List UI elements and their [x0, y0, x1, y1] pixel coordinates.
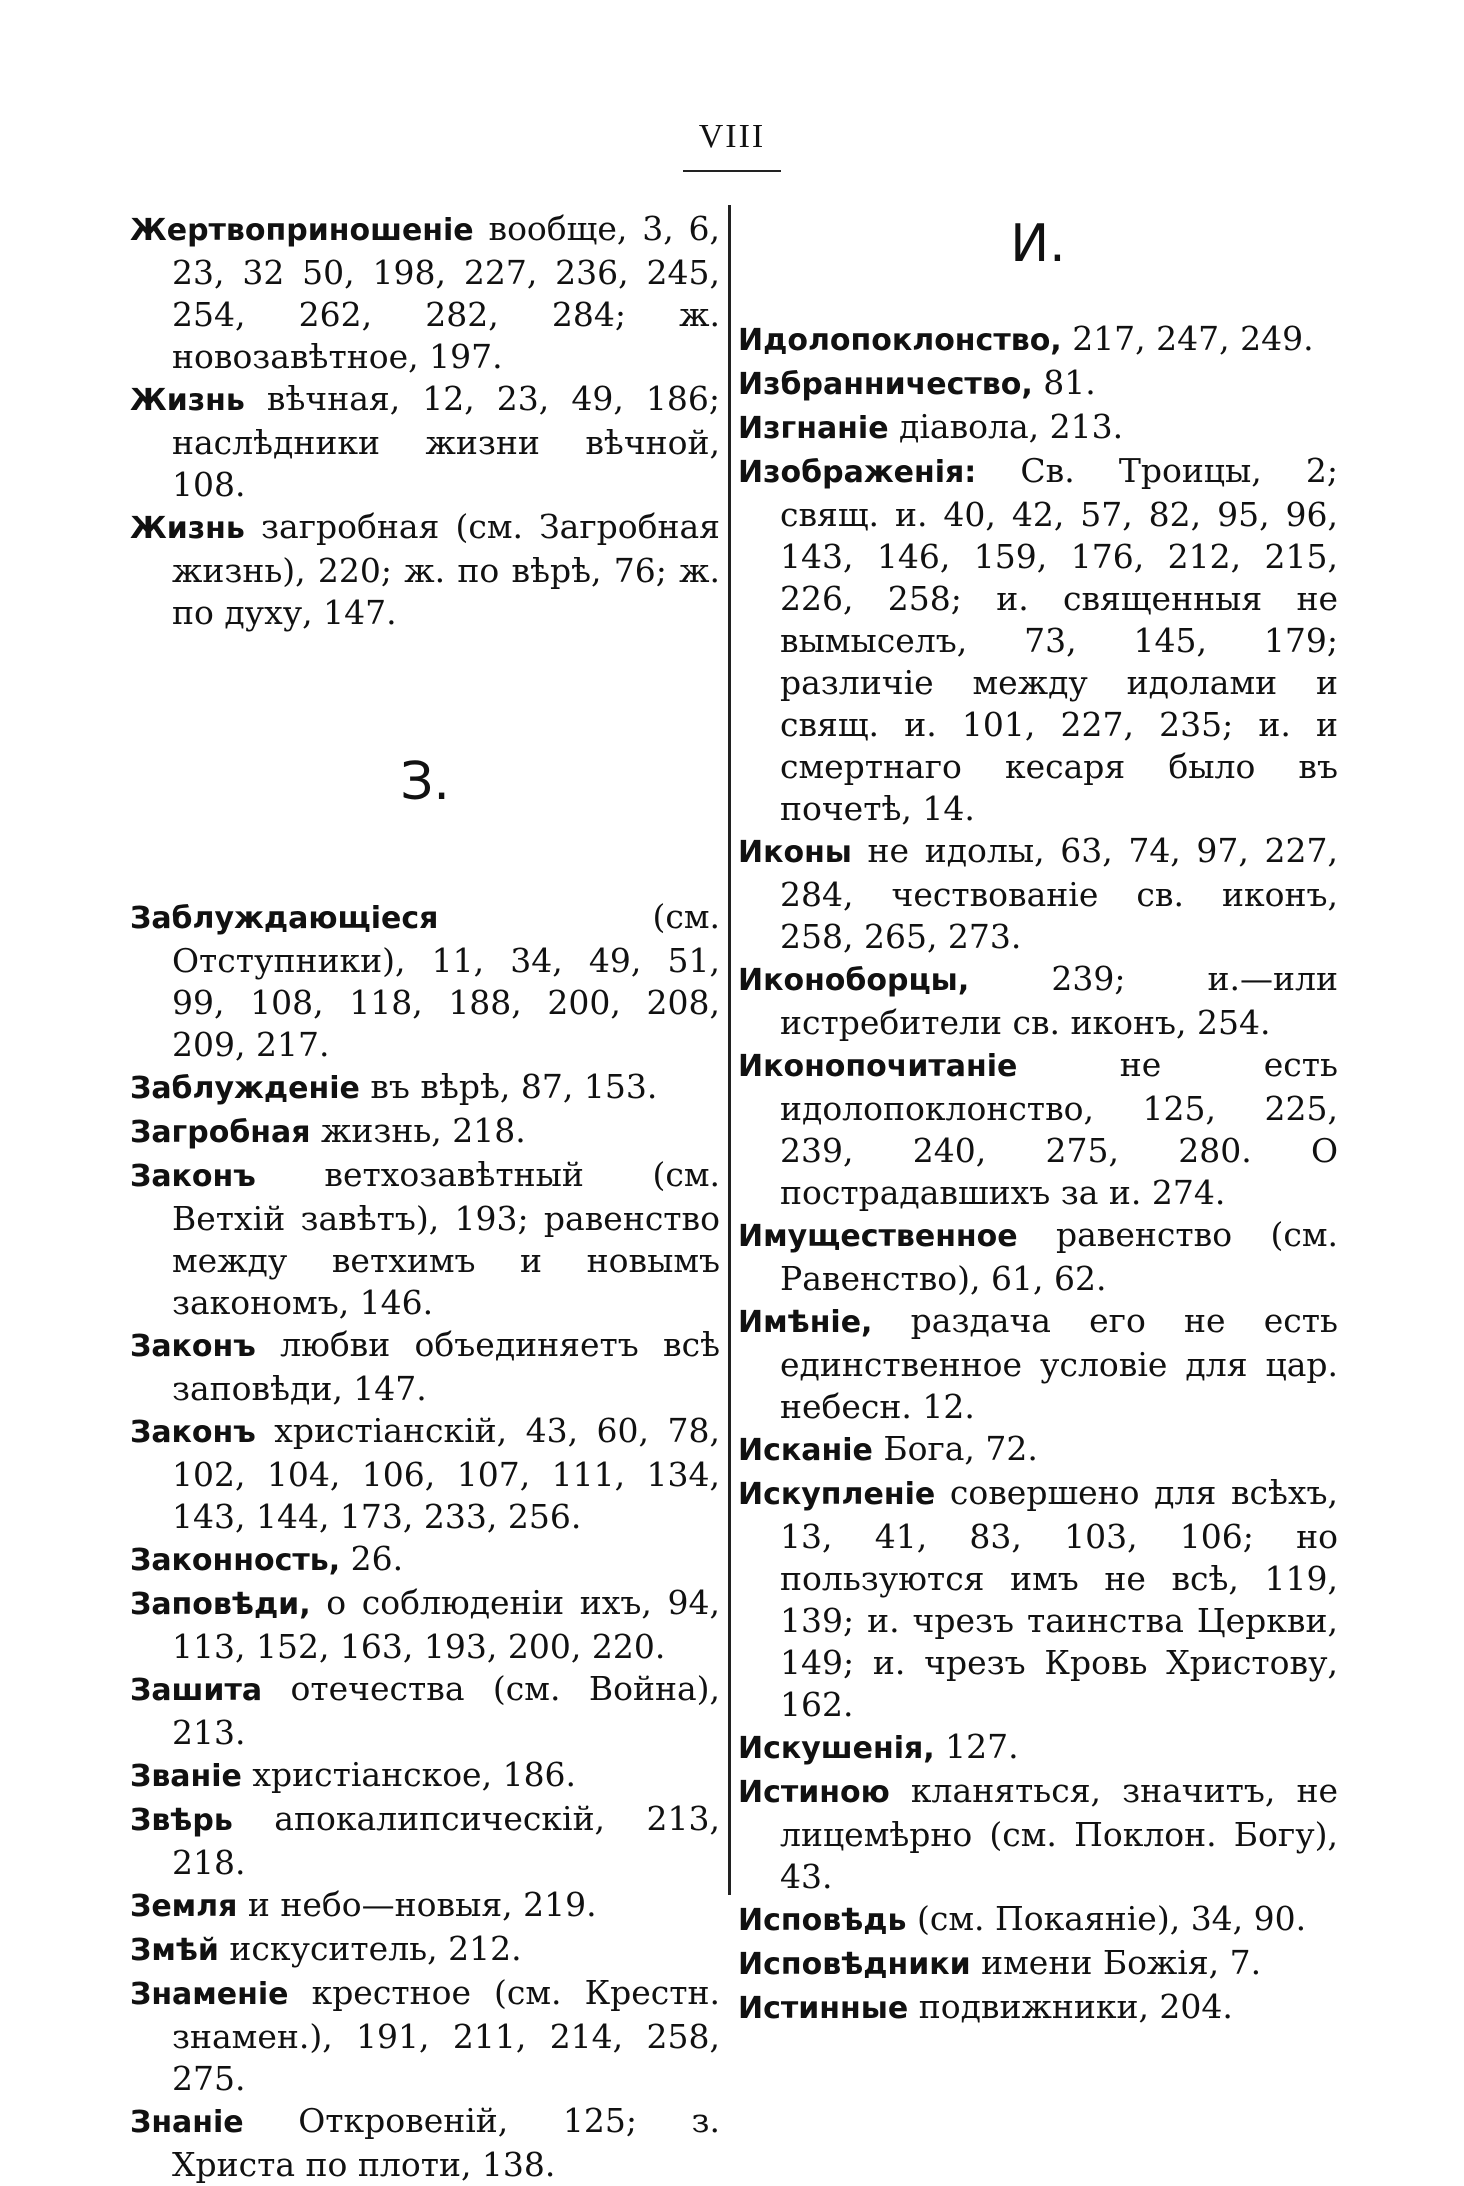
- entry-headword: Знаніе: [130, 2105, 244, 2140]
- index-entry: [738, 1726, 1338, 1770]
- entry-body: кланяться, значитъ, не лицемѣрно (см. Поклон. Богу), 43.: [780, 1771, 1338, 1896]
- page-number: VIII: [698, 118, 766, 155]
- entry-headword: Искушенія,: [738, 1731, 935, 1766]
- entry-body: загробная (см. Загробная жизнь), 220; ж. по вѣрѣ, 76; ж. по духу, 147.: [172, 507, 720, 632]
- entry-body: вообще, 3, 6, 23, 32 50, 198, 227, 236, 245, 254, 262, 282, 284; ж. новозавѣтное, 197.: [172, 209, 720, 376]
- index-entry: [738, 1300, 1338, 1428]
- entry-headword: Земля: [130, 1889, 238, 1924]
- index-entry: [130, 1884, 720, 1928]
- entry-headword: Изгнаніе: [738, 411, 889, 446]
- entry-headword: Законъ: [130, 1159, 256, 1194]
- entry-headword: Исканіе: [738, 1433, 873, 1468]
- entry-body: отечества (см. Война), 213.: [172, 1669, 720, 1752]
- entry-body: апокалипсическій, 213, 218.: [172, 1799, 720, 1882]
- index-entry: [738, 450, 1338, 830]
- index-entry: [130, 896, 720, 1066]
- entry-body: равенство (см. Равенство), 61, 62.: [780, 1215, 1338, 1298]
- index-entry: [738, 1898, 1338, 1942]
- left-column: [130, 208, 720, 2186]
- index-entry: [738, 1472, 1338, 1726]
- entry-body: совершено для всѣхъ, 13, 41, 83, 103, 106; но пользуются имъ не всѣ, 119, 139; и. чрезъ таинства Церкви, 149; и. чрезъ Кровь Христову, 162.: [780, 1473, 1338, 1724]
- column-divider: [728, 205, 731, 1895]
- page-number-rule: [683, 170, 781, 172]
- entry-body: вѣчная, 12, 23, 49, 186; наслѣдники жизни вѣчной, 108.: [172, 379, 720, 504]
- index-entry: [130, 208, 720, 378]
- index-entry: [130, 1582, 720, 1668]
- entry-headword: Змѣй: [130, 1933, 219, 1968]
- entry-headword: Законность,: [130, 1543, 341, 1578]
- entry-body: діавола, 213.: [888, 407, 1124, 446]
- index-entry: [738, 362, 1338, 406]
- entry-body: христіанскій, 43, 60, 78, 102, 104, 106, 107, 111, 134, 143, 144, 173, 233, 256.: [172, 1411, 720, 1536]
- index-entry: [130, 1798, 720, 1884]
- entry-headword: Исповѣдники: [738, 1947, 971, 1982]
- index-entry: [738, 1942, 1338, 1986]
- entry-body: 26.: [340, 1539, 404, 1578]
- entry-headword: Жизнь: [130, 383, 245, 418]
- entry-body: жизнь, 218.: [310, 1111, 526, 1150]
- entry-body: 239; и.—или истребители св. иконъ, 254.: [780, 959, 1338, 1042]
- entry-headword: Имѣніе,: [738, 1305, 873, 1340]
- entry-headword: Звѣрь: [130, 1803, 233, 1838]
- entry-body: ветхозавѣтный (см. Ветхій завѣтъ), 193; равенство между ветхимъ и новымъ закономъ, 146.: [172, 1155, 720, 1322]
- entry-headword: Заповѣди,: [130, 1587, 311, 1622]
- entries-z: [130, 896, 720, 2186]
- index-entry: [130, 1066, 720, 1110]
- index-entry: [738, 1044, 1338, 1214]
- index-entry: [130, 2100, 720, 2186]
- entry-body: крестное (см. Крестн. знамен.), 191, 211, 214, 258, 275.: [172, 1973, 720, 2098]
- entry-headword: Законъ: [130, 1329, 256, 1364]
- entry-body: Бога, 72.: [872, 1429, 1038, 1468]
- entry-headword: Избранничество,: [738, 367, 1033, 402]
- entry-body: 81.: [1032, 363, 1096, 402]
- index-entry: [738, 958, 1338, 1044]
- index-entry: [130, 378, 720, 506]
- index-entry: [738, 1986, 1338, 2030]
- entry-headword: Имущественное: [738, 1219, 1018, 1254]
- entry-body: 127.: [934, 1727, 1019, 1766]
- section-letter-z: З.: [400, 752, 450, 812]
- index-entry: [130, 1324, 720, 1410]
- index-entry: [130, 1928, 720, 1972]
- entry-headword: Заблужденіе: [130, 1071, 360, 1106]
- index-entry: [130, 506, 720, 634]
- entry-headword: Жизнь: [130, 511, 245, 546]
- entry-headword: Исповѣдь: [738, 1903, 907, 1938]
- index-entry: [738, 1214, 1338, 1300]
- entry-body: любви объединяетъ всѣ заповѣди, 147.: [172, 1325, 720, 1408]
- entry-body: (см. Отступники), 11, 34, 49, 51, 99, 108, 118, 188, 200, 208, 209, 217.: [172, 897, 720, 1064]
- index-entry: [130, 1972, 720, 2100]
- entry-headword: Истиною: [738, 1775, 890, 1810]
- entry-body: христіанское, 186.: [241, 1755, 577, 1794]
- entries-zh: [130, 208, 720, 634]
- entry-body: Откровеній, 125; з. Христа по плоти, 138.: [172, 2101, 720, 2184]
- entry-headword: Знаменіе: [130, 1977, 289, 2012]
- entry-body: раздача его не есть единственное условіе для цар. небесн. 12.: [780, 1301, 1338, 1426]
- index-entry: [738, 318, 1338, 362]
- index-entry: [738, 1428, 1338, 1472]
- section-letter-i: И.: [1010, 214, 1066, 274]
- entry-body: 217, 247, 249.: [1061, 319, 1314, 358]
- entry-body: Св. Троицы, 2; свящ. и. 40, 42, 57, 82, 95, 96, 143, 146, 159, 176, 212, 215, 226, 258; и. священныя не вымыселъ, 73, 145, 179; различіе между идолами и свящ. и. 101, 227, 235; и. и смертнаго кесаря было въ почетѣ, 14.: [780, 451, 1338, 828]
- entry-body: и небо—новыя, 219.: [237, 1885, 597, 1924]
- entry-headword: Заблуждающіеся: [130, 901, 439, 936]
- entry-headword: Иконопочитаніе: [738, 1049, 1018, 1084]
- entry-headword: Загробная: [130, 1115, 311, 1150]
- entry-headword: Истинные: [738, 1991, 909, 2026]
- index-entry: [130, 1110, 720, 1154]
- entry-headword: Искупленіе: [738, 1477, 936, 1512]
- entry-headword: Иконоборцы,: [738, 963, 970, 998]
- entry-body: подвижники, 204.: [908, 1987, 1233, 2026]
- entry-body: (см. Покаяніе), 34, 90.: [906, 1899, 1307, 1938]
- entry-body: искуситель, 212.: [218, 1929, 522, 1968]
- index-entry: [738, 406, 1338, 450]
- entry-body: имени Божія, 7.: [970, 1943, 1262, 1982]
- index-entry: [130, 1538, 720, 1582]
- index-entry: [130, 1668, 720, 1754]
- entry-body: не есть идолопоклонство, 125, 225, 239, 240, 275, 280. О пострадавшихъ за и. 274.: [780, 1045, 1338, 1212]
- entry-body: о соблюденіи ихъ, 94, 113, 152, 163, 193, 200, 220.: [172, 1583, 720, 1666]
- entry-headword: Идолопоклонство,: [738, 323, 1062, 358]
- index-entry: [738, 830, 1338, 958]
- index-entry: [130, 1410, 720, 1538]
- entry-body: въ вѣрѣ, 87, 153.: [359, 1067, 658, 1106]
- entry-headword: Законъ: [130, 1415, 256, 1450]
- entry-headword: Зашита: [130, 1673, 263, 1708]
- entries-i: [738, 318, 1338, 2030]
- right-column: [738, 208, 1338, 2030]
- entry-headword: Иконы: [738, 835, 852, 870]
- index-entry: [130, 1754, 720, 1798]
- index-entry: [738, 1770, 1338, 1898]
- entry-headword: Изображенія:: [738, 455, 977, 490]
- entry-headword: Жертвоприношеніе: [130, 213, 474, 248]
- entry-body: не идолы, 63, 74, 97, 227, 284, чествованіе св. иконъ, 258, 265, 273.: [780, 831, 1338, 956]
- entry-headword: Званіе: [130, 1759, 242, 1794]
- index-entry: [130, 1154, 720, 1324]
